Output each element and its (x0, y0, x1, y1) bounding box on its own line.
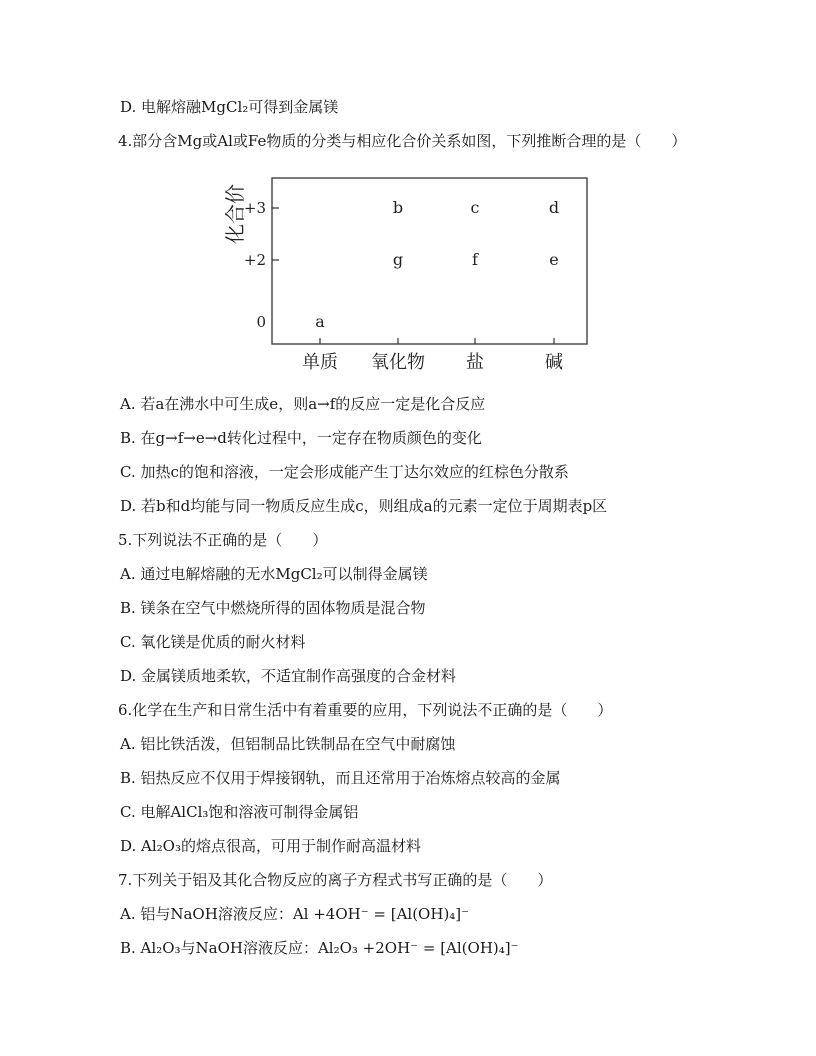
q5-option-d: D. 金属镁质地柔软，不适宜制作高强度的合金材料 (120, 667, 457, 685)
x-tick-label: 盐 (466, 352, 484, 373)
q7-option-b: B. Al₂O₃与NaOH溶液反应：Al₂O₃ +2OH⁻ = [Al(OH)₄]⁻ (120, 939, 519, 957)
chart-ylabel: 化合价 (223, 184, 247, 244)
point-label-f: f (472, 250, 478, 269)
point-label-g: g (392, 250, 404, 269)
q4-option-a: A. 若a在沸水中可生成e，则a→f的反应一定是化合反应 (120, 395, 486, 413)
q4-stem: 4.部分含Mg或Al或Fe物质的分类与相应化合价关系如图，下列推断合理的是（ ） (118, 132, 687, 150)
q4-option-d: D. 若b和d均能与同一物质反应生成c，则组成a的元素一定位于周期表p区 (120, 497, 608, 515)
point-label-e: e (549, 250, 559, 269)
valence-chart (222, 170, 602, 380)
x-tick-label: 氧化物 (371, 352, 425, 373)
q3-option-d: D. 电解熔融MgCl₂可得到金属镁 (120, 98, 339, 116)
y-tick-label: +2 (243, 251, 266, 269)
q6-option-c: C. 电解AlCl₃饱和溶液可制得金属铝 (120, 803, 359, 821)
q4-option-c: C. 加热c的饱和溶液，一定会形成能产生丁达尔效应的红棕色分散系 (120, 463, 569, 481)
q5-stem: 5.下列说法不正确的是（ ） (118, 531, 328, 549)
y-tick-label: +3 (243, 199, 266, 217)
point-label-d: d (548, 198, 560, 217)
q5-option-c: C. 氧化镁是优质的耐火材料 (120, 633, 306, 651)
q6-option-b: B. 铝热反应不仅用于焊接钢轨，而且还常用于冶炼熔点较高的金属 (120, 769, 561, 787)
q5-option-a: A. 通过电解熔融的无水MgCl₂可以制得金属镁 (120, 565, 428, 583)
point-label-c: c (470, 198, 480, 217)
q6-option-a: A. 铝比铁活泼，但铝制品比铁制品在空气中耐腐蚀 (120, 735, 456, 753)
y-tick-label: 0 (256, 313, 266, 331)
x-tick-label: 单质 (302, 352, 338, 373)
q6-stem: 6.化学在生产和日常生活中有着重要的应用，下列说法不正确的是（ ） (118, 701, 613, 719)
q7-option-a: A. 铝与NaOH溶液反应：Al +4OH⁻ = [Al(OH)₄]⁻ (120, 905, 470, 923)
point-label-a: a (315, 312, 325, 331)
x-tick-label: 碱 (545, 352, 563, 373)
q7-stem: 7.下列关于铝及其化合物反应的离子方程式书写正确的是（ ） (118, 871, 553, 889)
q4-option-b: B. 在g→f→e→d转化过程中，一定存在物质颜色的变化 (120, 429, 482, 447)
q6-option-d: D. Al₂O₃的熔点很高，可用于制作耐高温材料 (120, 837, 421, 855)
q5-option-b: B. 镁条在空气中燃烧所得的固体物质是混合物 (120, 599, 426, 617)
point-label-b: b (392, 198, 404, 217)
